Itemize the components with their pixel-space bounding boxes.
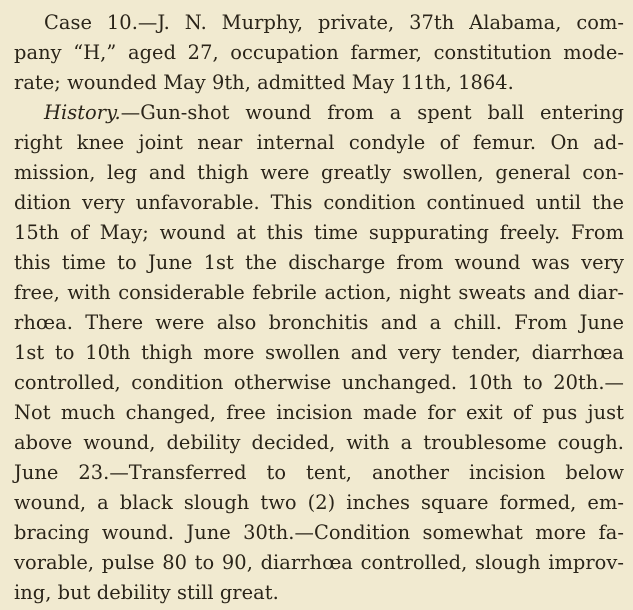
case-header-line-2: pany “H,” aged 27, occupation farmer, constitution mode- xyxy=(14,41,624,64)
history-line: free, with considerable febrile action, night sweats and diar- xyxy=(14,281,624,304)
history-line: above wound, debility decided, with a troublesome cough. xyxy=(14,431,624,454)
history-line: rhœa. There were also bronchitis and a chill. From June xyxy=(14,311,624,334)
history-line-1 xyxy=(44,96,624,130)
history-line: Not much changed, free incision made for exit of pus just xyxy=(14,401,624,424)
case-header-line-1-text: —J. N. Murphy, private, 37th Alabama, com- xyxy=(137,11,624,34)
history-line: mission, leg and thigh were greatly swollen, general con- xyxy=(14,161,624,184)
history-line: dition very unfavorable. This condition continued until the xyxy=(14,191,624,214)
history-line: 15th of May; wound at this time suppurating freely. From xyxy=(14,221,624,244)
history-line: vorable, pulse 80 to 90, diarrhœa controlled, slough improv- xyxy=(14,551,624,574)
history-line-last: ing, but debility still great. xyxy=(14,581,279,604)
history-line: this time to June 1st the discharge from wound was very xyxy=(14,251,624,274)
history-line: 1st to 10th thigh more swollen and very tender, diarrhœa xyxy=(14,341,624,364)
case-header-line-1 xyxy=(44,6,624,40)
history-line: June 23.—Transferred to tent, another incision below xyxy=(14,461,624,484)
document-page xyxy=(14,6,624,602)
history-line: bracing wound. June 30th.—Condition somewhat more fa- xyxy=(14,521,624,544)
case-label: Case 10. xyxy=(44,11,138,34)
history-label: History. xyxy=(44,101,121,124)
history-line: controlled, condition otherwise unchanged. 10th to 20th.— xyxy=(14,371,624,394)
history-line: right knee joint near internal condyle of femur. On ad- xyxy=(14,131,624,154)
history-line-1-text: —Gun-shot wound from a spent ball entering xyxy=(120,101,624,124)
case-header-line-3: rate; wounded May 9th, admitted May 11th, 1864. xyxy=(14,71,514,94)
history-line: wound, a black slough two (2) inches square formed, em- xyxy=(14,491,624,514)
